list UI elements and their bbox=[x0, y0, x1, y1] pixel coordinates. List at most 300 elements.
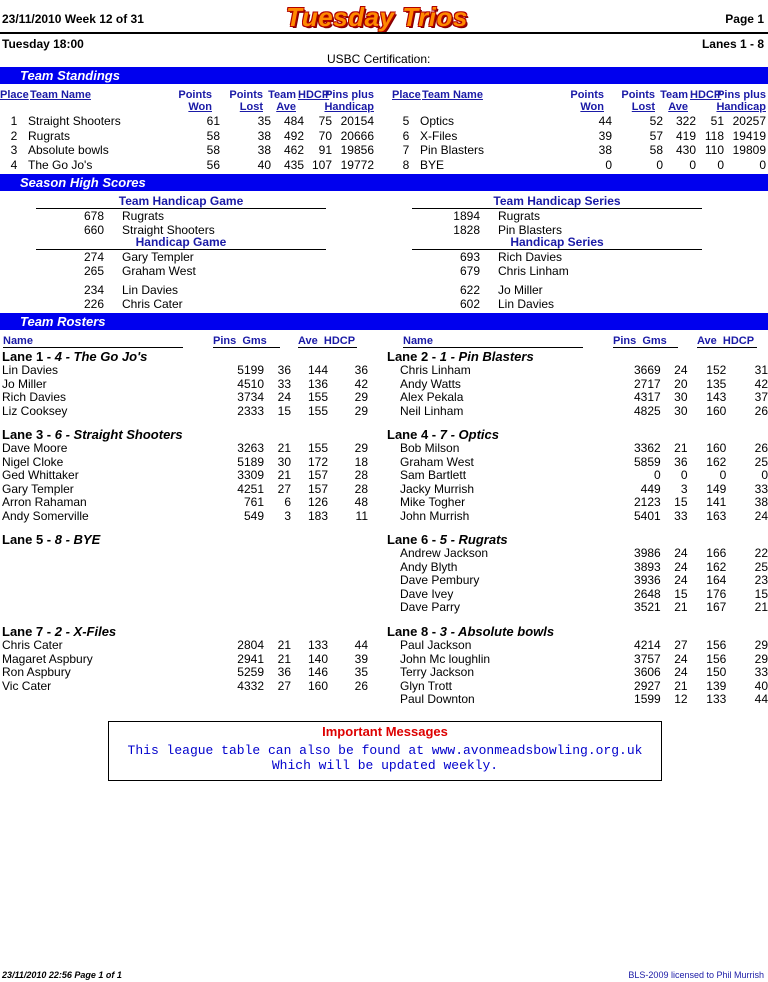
pins-plus-handicap: 20154 bbox=[340, 114, 374, 128]
player-name: Liz Cooksey bbox=[2, 403, 68, 418]
games: 21 bbox=[674, 600, 688, 614]
team-handicap-game-name: Straight Shooters bbox=[122, 222, 215, 237]
player-name: Chris Linham bbox=[400, 363, 471, 377]
day-time: Tuesday 18:00 bbox=[2, 37, 84, 51]
standings-row bbox=[392, 114, 766, 129]
average: 167 bbox=[706, 600, 727, 614]
pins: 0 bbox=[654, 468, 661, 482]
season-high-scores-band bbox=[0, 174, 768, 191]
pins-plus-handicap: 19856 bbox=[340, 143, 374, 157]
roster-row bbox=[2, 391, 368, 405]
handicap: 25 bbox=[754, 559, 768, 574]
roster-row bbox=[400, 693, 768, 707]
pins: 5199 bbox=[237, 363, 264, 377]
handicap: 28 bbox=[354, 481, 368, 496]
roster-row bbox=[400, 364, 768, 378]
lane-heading bbox=[387, 532, 508, 547]
average: 141 bbox=[706, 495, 727, 509]
average: 155 bbox=[307, 390, 328, 404]
col-pins-plus-handicap-line2: Handicap bbox=[324, 101, 374, 113]
average: 162 bbox=[706, 454, 727, 469]
col-team-name-line2: Team Name bbox=[422, 89, 483, 101]
team-name: Rugrats bbox=[28, 128, 71, 143]
average: 150 bbox=[706, 665, 727, 679]
handicap: 29 bbox=[754, 638, 768, 652]
lane-heading bbox=[2, 532, 100, 547]
roster-row bbox=[2, 378, 368, 392]
handicap: 42 bbox=[354, 376, 368, 391]
col-points-lost-line1: Points bbox=[229, 89, 263, 101]
roster-row bbox=[2, 639, 368, 653]
roster-col-name: Name bbox=[403, 335, 583, 348]
handicap: 24 bbox=[754, 508, 768, 523]
lane-heading bbox=[387, 624, 554, 639]
message-line-1: This league table can also be found at www.avonmeadsbowling.org.uk bbox=[127, 743, 643, 758]
roster-row bbox=[2, 483, 368, 497]
pins: 4825 bbox=[634, 403, 661, 418]
pins: 761 bbox=[243, 495, 264, 509]
roster-row bbox=[2, 405, 368, 419]
team-ave: 0 bbox=[689, 157, 696, 172]
pins: 5401 bbox=[634, 508, 661, 523]
team-ave: 462 bbox=[283, 143, 304, 157]
roster-table bbox=[400, 547, 768, 615]
pins: 5259 bbox=[237, 665, 264, 679]
roster-row bbox=[400, 574, 768, 588]
average: 149 bbox=[706, 481, 727, 496]
handicap: 29 bbox=[354, 403, 368, 418]
handicap: 15 bbox=[754, 586, 768, 601]
roster-row bbox=[2, 469, 368, 483]
roster-row bbox=[400, 483, 768, 497]
games: 27 bbox=[674, 638, 688, 652]
roster-table bbox=[2, 442, 368, 523]
col-points-lost-line1: Points bbox=[621, 89, 655, 101]
pins-plus-handicap: 0 bbox=[759, 157, 766, 172]
average: 143 bbox=[706, 390, 727, 404]
player-name: Dave Pembury bbox=[400, 573, 480, 587]
player-name: Vic Cater bbox=[2, 678, 52, 693]
roster-row bbox=[400, 456, 768, 470]
handicap: 28 bbox=[354, 468, 368, 482]
lane-team: 7 - Optics bbox=[439, 427, 499, 442]
handicap-game-name: Gary Templer bbox=[122, 250, 194, 264]
games: 24 bbox=[674, 651, 688, 666]
roster-row bbox=[400, 496, 768, 510]
place: 1 bbox=[10, 114, 18, 128]
games: 15 bbox=[674, 586, 688, 601]
games: 15 bbox=[277, 403, 291, 418]
games: 24 bbox=[277, 390, 291, 404]
handicap: 44 bbox=[754, 692, 768, 706]
place: 4 bbox=[10, 157, 18, 172]
hdcp: 0 bbox=[717, 157, 724, 172]
points-won: 56 bbox=[206, 157, 220, 172]
standings-row bbox=[392, 143, 766, 158]
player-name: Lin Davies bbox=[2, 363, 59, 377]
team-ave: 430 bbox=[675, 143, 696, 157]
team-ave: 492 bbox=[283, 128, 304, 143]
certification: USBC Certification: bbox=[327, 52, 431, 66]
average: 157 bbox=[307, 481, 328, 496]
average: 136 bbox=[307, 376, 328, 391]
lane-number: Lane 5 - bbox=[2, 532, 55, 547]
player-name: Ged Whittaker bbox=[2, 468, 79, 482]
roster-row bbox=[400, 547, 768, 561]
games: 3 bbox=[680, 481, 688, 496]
roster-col-pins-gms: Pins Gms bbox=[613, 335, 678, 348]
average: 157 bbox=[307, 468, 328, 482]
pins-plus-handicap: 19772 bbox=[340, 157, 374, 172]
pins: 2123 bbox=[634, 495, 661, 509]
handicap: 29 bbox=[354, 441, 368, 455]
lane-team: 5 - Rugrats bbox=[439, 532, 508, 547]
handicap-series-score: 693 bbox=[459, 250, 480, 264]
standings-table bbox=[0, 114, 374, 172]
points-won: 61 bbox=[206, 114, 220, 128]
col-team-name bbox=[422, 89, 542, 101]
handicap-game-score: 265 bbox=[83, 263, 104, 278]
player-name: Gary Templer bbox=[2, 481, 74, 496]
col-points-won-line2: Won bbox=[188, 101, 212, 113]
pins: 4251 bbox=[237, 481, 264, 496]
points-won: 38 bbox=[598, 143, 612, 157]
lane-number: Lane 7 - bbox=[2, 624, 55, 639]
player-name: Dave Moore bbox=[2, 441, 68, 455]
average: 133 bbox=[307, 638, 328, 652]
col-hdcp-line2: HDCP bbox=[298, 89, 330, 101]
pins: 3362 bbox=[634, 441, 661, 455]
roster-row bbox=[400, 639, 768, 653]
average: 162 bbox=[706, 559, 727, 574]
handicap-game-score: 274 bbox=[83, 250, 104, 264]
games: 12 bbox=[674, 692, 688, 706]
lane-number: Lane 1 - bbox=[2, 349, 55, 364]
points-won: 0 bbox=[605, 157, 612, 172]
standings-row bbox=[0, 129, 374, 144]
average: 176 bbox=[706, 586, 727, 601]
lane-heading bbox=[387, 349, 534, 364]
points-lost: 40 bbox=[257, 157, 271, 172]
scratch-game-score: 226 bbox=[83, 296, 104, 311]
handicap: 31 bbox=[754, 363, 768, 377]
roster-table bbox=[2, 639, 368, 693]
handicap: 44 bbox=[354, 638, 368, 652]
team-rosters-band bbox=[0, 313, 768, 330]
games: 36 bbox=[277, 363, 291, 377]
average: 160 bbox=[706, 441, 727, 455]
col-points-won-line1: Points bbox=[570, 89, 604, 101]
band-title: Team Standings bbox=[20, 68, 120, 83]
hdcp: 70 bbox=[318, 128, 332, 143]
roster-row bbox=[400, 561, 768, 575]
standings-table bbox=[392, 114, 766, 172]
games: 15 bbox=[674, 495, 688, 509]
team-handicap-series-name: Pin Blasters bbox=[498, 222, 563, 237]
player-name: Neil Linham bbox=[400, 403, 464, 418]
average: 155 bbox=[307, 403, 328, 418]
handicap: 36 bbox=[354, 363, 368, 377]
average: 160 bbox=[706, 403, 727, 418]
player-name: Andy Watts bbox=[400, 376, 461, 391]
pins: 2333 bbox=[237, 403, 264, 418]
team-standings-band bbox=[0, 67, 768, 84]
pins: 3309 bbox=[237, 468, 264, 482]
col-points-lost bbox=[219, 89, 263, 113]
hdcp: 107 bbox=[311, 157, 332, 172]
average: 183 bbox=[307, 508, 328, 523]
average: 144 bbox=[307, 363, 328, 377]
lane-number: Lane 3 - bbox=[2, 427, 55, 442]
games: 21 bbox=[277, 638, 291, 652]
messages-title: Important Messages bbox=[322, 724, 448, 739]
pins: 549 bbox=[243, 508, 264, 523]
games: 6 bbox=[284, 495, 291, 509]
average: 166 bbox=[706, 546, 727, 560]
col-hdcp-line2: HDCP bbox=[690, 89, 722, 101]
player-name: John Murrish bbox=[400, 508, 470, 523]
points-lost: 38 bbox=[257, 143, 271, 157]
team-ave: 322 bbox=[675, 114, 696, 128]
team-name: Pin Blasters bbox=[420, 143, 485, 157]
games: 24 bbox=[674, 573, 688, 587]
band-title: Season High Scores bbox=[20, 175, 146, 190]
handicap-game-name: Graham West bbox=[122, 263, 196, 278]
handicap: 0 bbox=[761, 468, 768, 482]
roster-table bbox=[400, 364, 768, 418]
hdcp: 118 bbox=[704, 128, 724, 143]
average: 156 bbox=[706, 651, 727, 666]
player-name: Chris Cater bbox=[2, 638, 63, 652]
roster-row bbox=[2, 496, 368, 510]
games: 36 bbox=[277, 665, 291, 679]
roster-row bbox=[400, 601, 768, 615]
player-name: Graham West bbox=[400, 454, 474, 469]
games: 24 bbox=[674, 546, 688, 560]
col-pins-plus-handicap bbox=[322, 89, 374, 113]
games: 27 bbox=[277, 678, 291, 693]
col-team-ave-line1: Team bbox=[268, 89, 296, 101]
roster-row bbox=[400, 442, 768, 456]
message-line-2: Which will be updated weekly. bbox=[271, 758, 499, 773]
games: 30 bbox=[674, 403, 688, 418]
handicap: 11 bbox=[355, 508, 368, 523]
games: 30 bbox=[674, 390, 688, 404]
player-name: Magaret Aspbury bbox=[2, 651, 93, 666]
place: 5 bbox=[402, 114, 410, 128]
col-points-won-line1: Points bbox=[178, 89, 212, 101]
games: 33 bbox=[277, 376, 291, 391]
games: 20 bbox=[674, 376, 688, 391]
points-won: 58 bbox=[206, 143, 220, 157]
pins: 5859 bbox=[634, 454, 661, 469]
player-name: Mike Togher bbox=[400, 495, 466, 509]
points-won: 44 bbox=[598, 114, 612, 128]
average: 135 bbox=[706, 376, 727, 391]
pins: 2927 bbox=[634, 678, 661, 693]
average: 146 bbox=[307, 665, 328, 679]
games: 21 bbox=[277, 441, 291, 455]
roster-col-ave-hdcp: Ave HDCP bbox=[697, 335, 757, 348]
handicap-series-title: Handicap Series bbox=[510, 235, 604, 249]
col-team-name-line2: Team Name bbox=[30, 89, 91, 101]
team-name: Straight Shooters bbox=[28, 114, 121, 128]
average: 139 bbox=[706, 678, 727, 693]
pins: 4214 bbox=[634, 638, 661, 652]
games: 21 bbox=[277, 468, 291, 482]
col-place-line2: Place bbox=[392, 89, 421, 101]
pins: 3936 bbox=[634, 573, 661, 587]
header-rule bbox=[0, 32, 768, 34]
handicap: 33 bbox=[754, 665, 768, 679]
handicap: 21 bbox=[754, 600, 768, 614]
pins: 5189 bbox=[237, 454, 264, 469]
team-handicap-game-score: 678 bbox=[83, 209, 104, 223]
lane-heading bbox=[2, 427, 183, 442]
standings-row bbox=[392, 129, 766, 144]
handicap: 26 bbox=[754, 403, 768, 418]
average: 172 bbox=[307, 454, 328, 469]
scratch-series-score: 622 bbox=[459, 283, 480, 297]
scratch-series-name: Jo Miller bbox=[498, 283, 543, 297]
place: 8 bbox=[402, 157, 410, 172]
hdcp: 91 bbox=[318, 143, 332, 157]
average: 156 bbox=[706, 638, 727, 652]
col-points-won-line2: Won bbox=[580, 101, 604, 113]
average: 155 bbox=[307, 441, 328, 455]
games: 24 bbox=[674, 559, 688, 574]
handicap: 38 bbox=[754, 495, 768, 509]
average: 163 bbox=[706, 508, 727, 523]
place: 2 bbox=[10, 128, 18, 143]
handicap-game-title: Handicap Game bbox=[135, 235, 227, 249]
team-handicap-game-name: Rugrats bbox=[122, 209, 165, 223]
lane-team: 2 - X-Files bbox=[54, 624, 117, 639]
roster-row bbox=[400, 391, 768, 405]
lane-team: 3 - Absolute bowls bbox=[439, 624, 555, 639]
player-name: Paul Jackson bbox=[400, 638, 472, 652]
lanes-range: Lanes 1 - 8 bbox=[701, 37, 764, 51]
points-won: 58 bbox=[206, 128, 220, 143]
handicap: 22 bbox=[754, 546, 768, 560]
roster-row bbox=[2, 364, 368, 378]
col-team-ave-line2: Ave bbox=[668, 101, 688, 113]
report-title: Tuesday Trios bbox=[286, 2, 468, 32]
lane-team: 4 - The Go Jo's bbox=[54, 349, 148, 364]
lane-heading bbox=[2, 349, 147, 364]
scratch-series-name: Lin Davies bbox=[498, 296, 555, 311]
roster-row bbox=[2, 653, 368, 667]
team-handicap-series-name: Rugrats bbox=[498, 209, 541, 223]
col-place bbox=[392, 89, 420, 101]
handicap: 48 bbox=[354, 495, 368, 509]
player-name: Paul Downton bbox=[400, 692, 475, 706]
important-messages-box bbox=[108, 721, 662, 781]
points-lost: 52 bbox=[649, 114, 663, 128]
games: 24 bbox=[674, 363, 688, 377]
handicap: 40 bbox=[754, 678, 768, 693]
lane-team: 1 - Pin Blasters bbox=[439, 349, 534, 364]
team-handicap-game-score: 660 bbox=[83, 222, 104, 237]
col-team-ave bbox=[266, 89, 296, 113]
col-place bbox=[0, 89, 28, 101]
standings-row bbox=[0, 114, 374, 129]
roster-col-ave-hdcp: Ave HDCP bbox=[298, 335, 356, 347]
pins: 3263 bbox=[237, 441, 264, 455]
player-name: Arron Rahaman bbox=[2, 495, 87, 509]
col-points-lost-line2: Lost bbox=[631, 101, 655, 113]
col-team-ave-line2: Ave bbox=[276, 101, 296, 113]
col-points-lost bbox=[611, 89, 655, 113]
col-pins-plus-handicap-line1: Pins plus bbox=[325, 89, 374, 101]
player-name: John Mc loughlin bbox=[400, 651, 491, 666]
roster-row bbox=[400, 510, 768, 524]
points-lost: 38 bbox=[257, 128, 271, 143]
handicap-series-score: 679 bbox=[459, 263, 480, 278]
place: 3 bbox=[10, 143, 18, 157]
player-name: Rich Davies bbox=[2, 390, 67, 404]
footer-timestamp: 23/11/2010 22:56 Page 1 of 1 bbox=[2, 970, 122, 980]
games: 33 bbox=[674, 508, 688, 523]
pins: 2717 bbox=[634, 376, 661, 391]
average: 0 bbox=[719, 468, 727, 482]
player-name: Dave Parry bbox=[400, 600, 461, 614]
footer-license: BLS-2009 licensed to Phil Murrish bbox=[628, 970, 764, 980]
player-name: Nigel Cloke bbox=[2, 454, 64, 469]
team-ave: 419 bbox=[675, 128, 696, 143]
col-pins-plus-handicap-line1: Pins plus bbox=[717, 89, 766, 101]
team-name: The Go Jo's bbox=[28, 157, 93, 172]
pins: 4510 bbox=[237, 376, 264, 391]
roster-row bbox=[400, 469, 768, 483]
player-name: Jo Miller bbox=[2, 376, 47, 391]
points-lost: 58 bbox=[649, 143, 663, 157]
pins-plus-handicap: 19809 bbox=[732, 143, 766, 157]
roster-row bbox=[400, 378, 768, 392]
hdcp: 110 bbox=[704, 143, 724, 157]
col-pins-plus-handicap bbox=[714, 89, 766, 113]
team-handicap-series-title: Team Handicap Series bbox=[493, 194, 621, 208]
games: 36 bbox=[674, 454, 688, 469]
player-name: Andrew Jackson bbox=[400, 546, 489, 560]
pins: 2648 bbox=[634, 586, 661, 601]
team-handicap-series-score: 1828 bbox=[453, 222, 480, 237]
games: 21 bbox=[674, 678, 688, 693]
team-name: Optics bbox=[420, 114, 455, 128]
lane-heading bbox=[2, 624, 116, 639]
average: 160 bbox=[307, 678, 328, 693]
col-pins-plus-handicap-line2: Handicap bbox=[716, 101, 766, 113]
roster-row bbox=[2, 456, 368, 470]
points-won: 39 bbox=[598, 128, 612, 143]
team-name: Absolute bowls bbox=[28, 143, 109, 157]
roster-col-name: Name bbox=[3, 335, 183, 348]
roster-table bbox=[400, 442, 768, 523]
hdcp: 75 bbox=[318, 114, 332, 128]
lane-number: Lane 2 - bbox=[387, 349, 440, 364]
player-name: Glyn Trott bbox=[400, 678, 453, 693]
standings-row bbox=[0, 143, 374, 158]
roster-row bbox=[2, 680, 368, 694]
handicap-series-name: Chris Linham bbox=[498, 263, 569, 278]
player-name: Terry Jackson bbox=[400, 665, 475, 679]
lane-team: 8 - BYE bbox=[54, 532, 101, 547]
games: 21 bbox=[674, 441, 688, 455]
pins: 3669 bbox=[634, 363, 661, 377]
pins: 4332 bbox=[237, 678, 264, 693]
pins: 449 bbox=[640, 481, 661, 496]
roster-row bbox=[2, 442, 368, 456]
